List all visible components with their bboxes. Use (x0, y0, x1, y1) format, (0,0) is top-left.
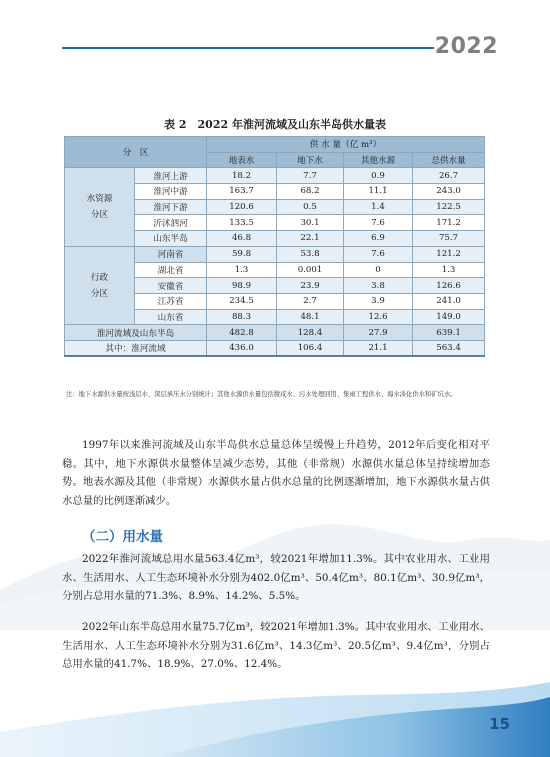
cell: 21.1 (344, 340, 413, 356)
header-rule (62, 47, 434, 49)
cell: 53.8 (277, 246, 344, 262)
cell: 0.5 (277, 199, 344, 215)
cell: 163.7 (207, 184, 277, 200)
group-label-line: 分区 (90, 210, 109, 221)
cell: 30.1 (277, 215, 344, 231)
cell: 106.4 (277, 340, 344, 356)
cell: 98.9 (207, 278, 277, 294)
cell: 121.2 (413, 246, 485, 262)
row-name: 湖北省 (135, 262, 207, 278)
row-name: 淮河流域及山东半岛 (65, 325, 207, 341)
row-name: 淮河下游 (135, 199, 207, 215)
cell: 59.8 (207, 246, 277, 262)
cell: 0.001 (277, 262, 344, 278)
cell: 436.0 (207, 340, 277, 356)
paragraph-text: 2022年淮河流域总用水量563.4亿m³，较2021年增加11.3%。其中农业用水、工业用水、生活用水、人工生态环境补水分别为402.0亿m³、50.4亿m³、80.1亿m³、30.9亿m³，分别占总用水量的71.3%、8.9%、14.2%、5.5%。 (62, 553, 490, 602)
header-col: 地表水 (207, 152, 277, 168)
cell: 133.5 (207, 215, 277, 231)
row-name: 其中：淮河流域 (65, 340, 207, 356)
header-supply: 供 水 量（亿 m³） (207, 137, 485, 153)
row-name: 江苏省 (135, 293, 207, 309)
cell: 48.1 (277, 309, 344, 325)
paragraph-text: 2022年山东半岛总用水量75.7亿m³，较2021年增加1.3%。其中农业用水、工业用水、生活用水、人工生态环境补水分别为31.6亿m³、14.3亿m³、20.5亿m³、9.4亿m³，分别占总用水量的41.7%、18.9%、27.0%、12.4%。 (62, 621, 490, 670)
cell: 18.2 (207, 168, 277, 184)
cell: 0.9 (344, 168, 413, 184)
cell: 26.7 (413, 168, 485, 184)
table-title: 表 2 2022 年淮河流域及山东半岛供水量表 (164, 118, 386, 131)
cell: 120.6 (207, 199, 277, 215)
header-region: 分 区 (65, 137, 207, 168)
paragraph-supply-trend (62, 436, 490, 510)
cell: 0 (344, 262, 413, 278)
cell: 12.6 (344, 309, 413, 325)
row-name: 河南省 (135, 246, 207, 262)
table-row-total (65, 325, 485, 341)
cell: 241.0 (413, 293, 485, 309)
group-label-line: 水资源 (86, 194, 113, 205)
cell: 171.2 (413, 215, 485, 231)
table-row-subtotal (65, 340, 485, 356)
cell: 234.5 (207, 293, 277, 309)
row-name: 淮河中游 (135, 184, 207, 200)
cell: 46.8 (207, 231, 277, 247)
cell: 22.1 (277, 231, 344, 247)
page-number: 15 (489, 715, 510, 733)
header-col: 总供水量 (413, 152, 485, 168)
table-row (65, 168, 485, 184)
row-name: 淮河上游 (135, 168, 207, 184)
cell: 88.3 (207, 309, 277, 325)
cell: 482.8 (207, 325, 277, 341)
table-row (65, 246, 485, 262)
table-footnote: 注：地下水源供水量按浅层水、深层承压水分别统计；其他水源供水量包括微咸水、污水处理回用、集雨工程供水、海水淡化供水和矿坑水。 (66, 391, 457, 398)
cell: 68.2 (277, 184, 344, 200)
header-col: 其他水源 (344, 152, 413, 168)
report-year: 2022 (434, 34, 498, 59)
cell: 1.4 (344, 199, 413, 215)
cell: 2.7 (277, 293, 344, 309)
row-name: 山东省 (135, 309, 207, 325)
cell: 128.4 (277, 325, 344, 341)
cell: 122.5 (413, 199, 485, 215)
footer-wave (0, 637, 550, 757)
cell: 563.4 (413, 340, 485, 356)
section-heading: （二）用水量 (82, 529, 163, 545)
cell: 1.3 (413, 262, 485, 278)
cell: 6.9 (344, 231, 413, 247)
row-name: 安徽省 (135, 278, 207, 294)
cell: 11.1 (344, 184, 413, 200)
cell: 639.1 (413, 325, 485, 341)
group-label-admin (65, 246, 135, 324)
header-col: 地下水 (277, 152, 344, 168)
cell: 27.9 (344, 325, 413, 341)
cell: 23.9 (277, 278, 344, 294)
paragraph-huaihe-usage (62, 550, 490, 606)
group-label-line: 分区 (90, 288, 109, 299)
water-supply-table (64, 136, 485, 357)
cell: 3.8 (344, 278, 413, 294)
row-name: 沂沭泗河 (135, 215, 207, 231)
cell: 75.7 (413, 231, 485, 247)
cell: 243.0 (413, 184, 485, 200)
group-label-basin (65, 168, 135, 246)
group-label-line: 行政 (90, 272, 109, 283)
paragraph-text: 1997年以来淮河流域及山东半岛供水总量总体呈缓慢上升趋势，2012年后变化相对平稳。其中，地下水源供水量整体呈减少态势，其他（非常规）水源供水量总体呈持续增加态势。地表水源及其他（非常规）水源供水量占供水总量的比例逐渐增加，地下水源供水量占供水总量的比例逐渐减少。 (62, 439, 490, 507)
cell: 126.6 (413, 278, 485, 294)
cell: 7.6 (344, 246, 413, 262)
cell: 7.6 (344, 215, 413, 231)
cell: 1.3 (207, 262, 277, 278)
cell: 149.0 (413, 309, 485, 325)
cell: 3.9 (344, 293, 413, 309)
row-name: 山东半岛 (135, 231, 207, 247)
cell: 7.7 (277, 168, 344, 184)
